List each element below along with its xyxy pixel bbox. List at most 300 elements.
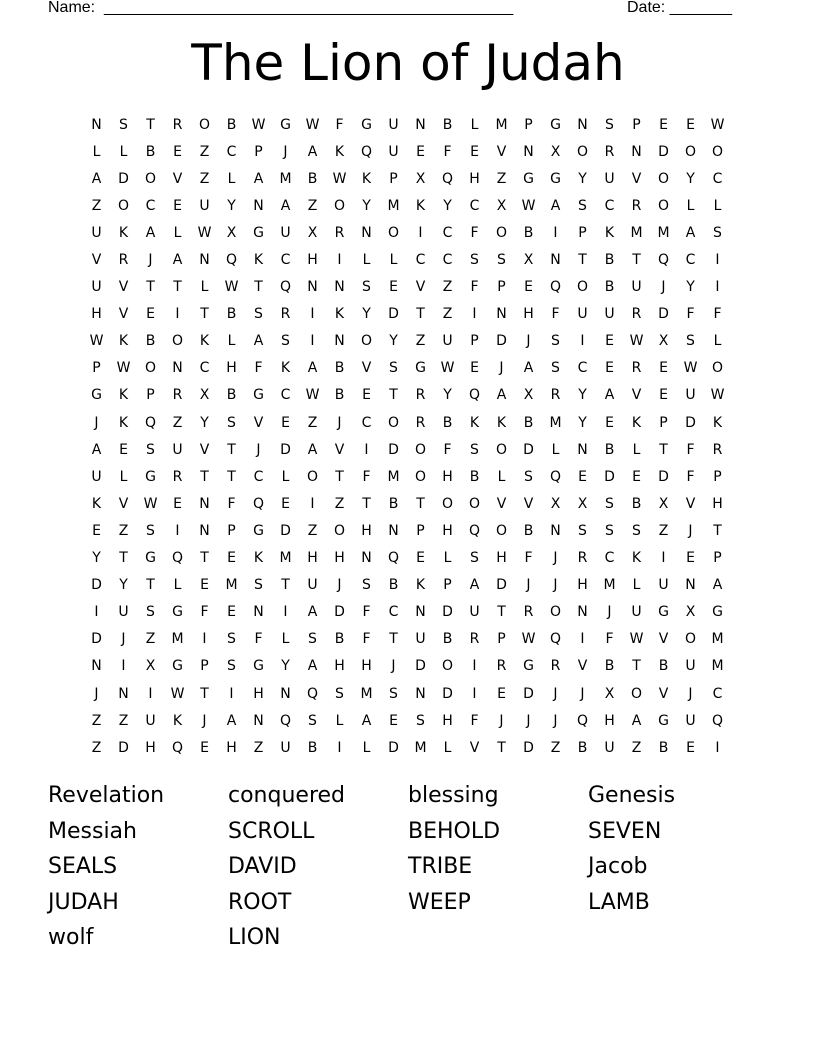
grid-cell: C bbox=[199, 360, 210, 377]
grid-cell: H bbox=[226, 739, 237, 756]
grid-cell: M bbox=[279, 170, 292, 187]
grid-cell: W bbox=[440, 360, 455, 377]
grid-cell: S bbox=[470, 550, 479, 567]
grid-cell: O bbox=[198, 116, 211, 133]
grid-cell: A bbox=[685, 224, 696, 241]
grid-cell: G bbox=[280, 116, 291, 133]
grid-cell: T bbox=[200, 550, 209, 567]
grid-cell: L bbox=[335, 712, 344, 729]
grid-cell: O bbox=[333, 522, 346, 539]
grid-cell: C bbox=[604, 197, 615, 214]
grid-cell: Z bbox=[91, 739, 102, 756]
grid-cell: I bbox=[580, 631, 585, 648]
word-list-item: ROOT bbox=[228, 889, 292, 915]
grid-cell: B bbox=[334, 360, 345, 377]
grid-cell: P bbox=[227, 522, 236, 539]
grid-cell: X bbox=[685, 604, 696, 621]
grid-cell: N bbox=[91, 658, 102, 675]
grid-cell: T bbox=[173, 279, 182, 296]
grid-cell: H bbox=[712, 495, 723, 512]
grid-cell: S bbox=[551, 333, 560, 350]
grid-cell: G bbox=[658, 604, 669, 621]
grid-cell: B bbox=[604, 658, 615, 675]
grid-cell: X bbox=[523, 252, 534, 269]
grid-cell: T bbox=[389, 631, 398, 648]
word-list-item: BEHOLD bbox=[408, 818, 501, 844]
grid-cell: O bbox=[441, 495, 454, 512]
grid-cell: L bbox=[713, 197, 722, 214]
grid-cell: H bbox=[442, 468, 453, 485]
grid-cell: H bbox=[496, 550, 507, 567]
grid-cell: N bbox=[253, 604, 264, 621]
grid-cell: U bbox=[685, 387, 696, 404]
grid-cell: P bbox=[713, 550, 722, 567]
grid-cell: T bbox=[200, 306, 209, 323]
grid-cell: B bbox=[442, 116, 453, 133]
grid-cell: N bbox=[577, 441, 588, 458]
grid-cell: Y bbox=[578, 170, 587, 187]
grid-cell: D bbox=[496, 577, 507, 594]
grid-cell: D bbox=[118, 739, 129, 756]
grid-cell: S bbox=[605, 116, 614, 133]
grid-cell: E bbox=[524, 279, 533, 296]
grid-cell: P bbox=[497, 631, 506, 648]
grid-cell: P bbox=[497, 279, 506, 296]
grid-cell: B bbox=[442, 414, 453, 431]
grid-cell: C bbox=[469, 197, 480, 214]
grid-cell: F bbox=[362, 604, 371, 621]
grid-cell: K bbox=[118, 333, 129, 350]
grid-cell: L bbox=[686, 197, 695, 214]
grid-cell: I bbox=[175, 522, 180, 539]
grid-cell: D bbox=[442, 685, 453, 702]
grid-cell: Z bbox=[91, 197, 102, 214]
grid-cell: Q bbox=[360, 143, 373, 160]
grid-cell: Q bbox=[711, 712, 724, 729]
grid-cell: D bbox=[118, 170, 129, 187]
grid-cell: U bbox=[280, 739, 291, 756]
grid-cell: H bbox=[469, 170, 480, 187]
grid-cell: X bbox=[496, 197, 507, 214]
grid-cell: T bbox=[281, 577, 290, 594]
grid-cell: U bbox=[469, 604, 480, 621]
grid-cell: U bbox=[604, 306, 615, 323]
grid-cell: B bbox=[604, 441, 615, 458]
word-list-item: LAMB bbox=[588, 889, 650, 915]
grid-cell: S bbox=[146, 604, 155, 621]
grid-cell: X bbox=[226, 224, 237, 241]
grid-cell: E bbox=[173, 197, 182, 214]
grid-cell: V bbox=[658, 685, 669, 702]
grid-cell: Z bbox=[442, 279, 453, 296]
grid-cell: V bbox=[91, 252, 102, 269]
grid-cell: R bbox=[334, 224, 345, 241]
grid-cell: O bbox=[414, 441, 427, 458]
grid-cell: P bbox=[389, 170, 398, 187]
grid-cell: V bbox=[496, 143, 507, 160]
grid-cell: G bbox=[523, 170, 534, 187]
grid-cell: V bbox=[577, 658, 588, 675]
grid-cell: I bbox=[94, 604, 99, 621]
grid-cell: B bbox=[145, 333, 156, 350]
grid-cell: A bbox=[523, 360, 534, 377]
grid-cell: Z bbox=[415, 333, 426, 350]
grid-cell: O bbox=[333, 197, 346, 214]
grid-cell: U bbox=[388, 143, 399, 160]
grid-cell: H bbox=[91, 306, 102, 323]
grid-cell: L bbox=[632, 441, 641, 458]
grid-cell: M bbox=[630, 224, 643, 241]
grid-cell: M bbox=[279, 550, 292, 567]
grid-cell: F bbox=[551, 306, 560, 323]
grid-cell: R bbox=[550, 658, 561, 675]
grid-cell: G bbox=[712, 604, 723, 621]
word-list-item: LION bbox=[228, 925, 281, 950]
grid-cell: E bbox=[146, 306, 155, 323]
grid-cell: B bbox=[334, 387, 345, 404]
grid-cell: L bbox=[389, 252, 398, 269]
grid-cell: P bbox=[443, 577, 452, 594]
grid-cell: K bbox=[253, 252, 264, 269]
grid-cell: Y bbox=[227, 197, 236, 214]
grid-cell: E bbox=[362, 387, 371, 404]
grid-cell: E bbox=[659, 116, 668, 133]
grid-cell: K bbox=[199, 333, 210, 350]
grid-cell: B bbox=[523, 224, 534, 241]
grid-cell: S bbox=[308, 631, 317, 648]
grid-cell: R bbox=[469, 631, 480, 648]
grid-cell: Q bbox=[468, 522, 481, 539]
grid-cell: T bbox=[416, 306, 425, 323]
grid-cell: Y bbox=[578, 414, 587, 431]
grid-cell: L bbox=[173, 577, 182, 594]
grid-cell: X bbox=[658, 495, 669, 512]
grid-cell: L bbox=[119, 468, 128, 485]
grid-cell: O bbox=[495, 224, 508, 241]
grid-cell: L bbox=[551, 441, 560, 458]
grid-cell: B bbox=[658, 739, 669, 756]
grid-cell: D bbox=[523, 739, 534, 756]
grid-cell: W bbox=[251, 116, 266, 133]
grid-cell: R bbox=[118, 252, 129, 269]
grid-cell: E bbox=[686, 739, 695, 756]
grid-cell: G bbox=[172, 604, 183, 621]
grid-cell: X bbox=[523, 387, 534, 404]
grid-cell: F bbox=[713, 306, 722, 323]
grid-cell: G bbox=[91, 387, 102, 404]
grid-cell: C bbox=[685, 252, 696, 269]
grid-cell: K bbox=[496, 414, 507, 431]
grid-cell: Z bbox=[118, 712, 129, 729]
grid-cell: K bbox=[469, 414, 480, 431]
grid-cell: N bbox=[361, 550, 372, 567]
grid-cell: N bbox=[496, 306, 507, 323]
grid-cell: J bbox=[688, 522, 693, 539]
grid-cell: Y bbox=[281, 658, 290, 675]
grid-cell: K bbox=[334, 143, 345, 160]
grid-cell: U bbox=[577, 306, 588, 323]
grid-cell: Q bbox=[468, 387, 481, 404]
grid-cell: O bbox=[684, 631, 697, 648]
grid-cell: J bbox=[337, 414, 342, 431]
grid-cell: I bbox=[364, 441, 369, 458]
grid-cell: V bbox=[523, 495, 534, 512]
grid-cell: Y bbox=[578, 387, 587, 404]
grid-cell: J bbox=[661, 279, 666, 296]
grid-cell: W bbox=[710, 116, 725, 133]
grid-cell: I bbox=[202, 631, 207, 648]
grid-cell: K bbox=[118, 224, 129, 241]
grid-cell: B bbox=[334, 631, 345, 648]
grid-cell: T bbox=[362, 495, 371, 512]
grid-cell: L bbox=[173, 224, 182, 241]
grid-cell: H bbox=[361, 658, 372, 675]
grid-cell: W bbox=[629, 333, 644, 350]
grid-cell: S bbox=[308, 712, 317, 729]
grid-cell: R bbox=[631, 306, 642, 323]
grid-cell: Y bbox=[200, 414, 209, 431]
grid-cell: Q bbox=[306, 685, 319, 702]
grid-cell: B bbox=[442, 631, 453, 648]
grid-cell: J bbox=[337, 577, 342, 594]
grid-cell: R bbox=[604, 143, 615, 160]
name-blank-line: ______________________________________________ bbox=[104, 0, 514, 16]
grid-cell: H bbox=[307, 252, 318, 269]
grid-cell: N bbox=[199, 495, 210, 512]
grid-cell: E bbox=[200, 577, 209, 594]
grid-cell: P bbox=[146, 387, 155, 404]
grid-cell: P bbox=[578, 224, 587, 241]
grid-cell: D bbox=[280, 522, 291, 539]
grid-cell: H bbox=[307, 550, 318, 567]
grid-cell: I bbox=[121, 658, 126, 675]
grid-cell: K bbox=[334, 306, 345, 323]
grid-cell: B bbox=[631, 495, 642, 512]
grid-cell: M bbox=[549, 414, 562, 431]
grid-cell: A bbox=[145, 224, 156, 241]
grid-cell: F bbox=[605, 631, 614, 648]
grid-cell: Q bbox=[549, 631, 562, 648]
grid-cell: J bbox=[148, 252, 153, 269]
grid-cell: I bbox=[715, 252, 720, 269]
grid-cell: T bbox=[335, 468, 344, 485]
grid-cell: T bbox=[200, 685, 209, 702]
grid-cell: C bbox=[712, 170, 723, 187]
word-list-item: Messiah bbox=[48, 818, 137, 844]
grid-cell: S bbox=[335, 685, 344, 702]
grid-cell: T bbox=[146, 279, 155, 296]
grid-cell: L bbox=[443, 739, 452, 756]
grid-cell: V bbox=[334, 441, 345, 458]
grid-cell: P bbox=[92, 360, 101, 377]
grid-cell: N bbox=[388, 522, 399, 539]
header-line bbox=[48, 0, 740, 18]
grid-cell: J bbox=[580, 685, 585, 702]
grid-cell: N bbox=[118, 685, 129, 702]
grid-cell: R bbox=[631, 360, 642, 377]
grid-cell: U bbox=[172, 441, 183, 458]
grid-cell: R bbox=[172, 116, 183, 133]
grid-cell: B bbox=[307, 170, 318, 187]
grid-cell: N bbox=[199, 522, 210, 539]
grid-cell: G bbox=[658, 712, 669, 729]
grid-cell: U bbox=[442, 333, 453, 350]
grid-cell: Z bbox=[550, 739, 561, 756]
grid-cell: V bbox=[685, 495, 696, 512]
grid-cell: X bbox=[415, 170, 426, 187]
grid-cell: H bbox=[577, 577, 588, 594]
grid-cell: U bbox=[604, 170, 615, 187]
grid-cell: B bbox=[658, 658, 669, 675]
grid-cell: O bbox=[414, 468, 427, 485]
grid-cell: F bbox=[686, 441, 695, 458]
grid-cell: F bbox=[227, 495, 236, 512]
grid-cell: S bbox=[632, 522, 641, 539]
grid-cell: K bbox=[415, 577, 426, 594]
grid-cell: P bbox=[632, 116, 641, 133]
grid-cell: F bbox=[686, 468, 695, 485]
grid-cell: K bbox=[253, 550, 264, 567]
grid-cell: F bbox=[254, 631, 263, 648]
grid-cell: A bbox=[253, 333, 264, 350]
grid-cell: N bbox=[685, 577, 696, 594]
grid-cell: Q bbox=[387, 550, 400, 567]
grid-cell: V bbox=[415, 279, 426, 296]
grid-cell: J bbox=[499, 360, 504, 377]
grid-cell: T bbox=[632, 658, 641, 675]
grid-cell: B bbox=[577, 739, 588, 756]
grid-cell: A bbox=[307, 658, 318, 675]
grid-cell: E bbox=[605, 414, 614, 431]
grid-cell: Z bbox=[145, 631, 156, 648]
grid-cell: V bbox=[496, 495, 507, 512]
grid-cell: C bbox=[442, 252, 453, 269]
grid-cell: F bbox=[470, 224, 479, 241]
grid-cell: Z bbox=[442, 306, 453, 323]
grid-cell: C bbox=[442, 224, 453, 241]
grid-cell: V bbox=[469, 739, 480, 756]
grid-cell: W bbox=[521, 197, 536, 214]
grid-cell: B bbox=[388, 495, 399, 512]
grid-cell: K bbox=[604, 224, 615, 241]
grid-cell: U bbox=[415, 631, 426, 648]
grid-cell: W bbox=[143, 495, 158, 512]
grid-cell: C bbox=[253, 468, 264, 485]
grid-cell: N bbox=[280, 685, 291, 702]
grid-cell: D bbox=[415, 658, 426, 675]
grid-cell: F bbox=[443, 441, 452, 458]
grid-cell: Z bbox=[631, 739, 642, 756]
grid-cell: T bbox=[497, 739, 506, 756]
grid-cell: J bbox=[94, 685, 99, 702]
grid-cell: O bbox=[468, 495, 481, 512]
grid-cell: D bbox=[496, 333, 507, 350]
grid-cell: S bbox=[524, 468, 533, 485]
grid-cell: B bbox=[226, 387, 237, 404]
grid-cell: X bbox=[604, 685, 615, 702]
grid-cell: K bbox=[172, 712, 183, 729]
grid-cell: N bbox=[550, 252, 561, 269]
grid-cell: E bbox=[389, 712, 398, 729]
grid-cell: U bbox=[307, 577, 318, 594]
grid-cell: W bbox=[116, 360, 131, 377]
grid-cell: O bbox=[387, 414, 400, 431]
grid-cell: K bbox=[415, 197, 426, 214]
grid-cell: M bbox=[225, 577, 238, 594]
grid-cell: W bbox=[683, 360, 698, 377]
grid-cell: P bbox=[524, 116, 533, 133]
grid-cell: B bbox=[604, 279, 615, 296]
grid-cell: P bbox=[416, 522, 425, 539]
grid-cell: S bbox=[551, 360, 560, 377]
grid-cell: J bbox=[526, 712, 531, 729]
grid-cell: O bbox=[711, 360, 724, 377]
grid-cell: K bbox=[631, 414, 642, 431]
grid-cell: E bbox=[605, 360, 614, 377]
grid-cell: K bbox=[712, 414, 723, 431]
grid-cell: G bbox=[145, 468, 156, 485]
grid-cell: I bbox=[337, 739, 342, 756]
grid-cell: O bbox=[495, 522, 508, 539]
grid-cell: Q bbox=[549, 279, 562, 296]
grid-cell: E bbox=[659, 360, 668, 377]
grid-cell: Y bbox=[443, 197, 452, 214]
grid-cell: L bbox=[200, 279, 209, 296]
grid-cell: O bbox=[576, 279, 589, 296]
grid-cell: D bbox=[658, 468, 669, 485]
grid-cell: Q bbox=[441, 170, 454, 187]
word-list-item: SEALS bbox=[48, 854, 118, 879]
grid-cell: H bbox=[226, 360, 237, 377]
grid-cell: E bbox=[470, 143, 479, 160]
grid-cell: N bbox=[523, 143, 534, 160]
grid-cell: T bbox=[632, 252, 641, 269]
grid-cell: Q bbox=[225, 252, 238, 269]
word-list-item: JUDAH bbox=[48, 889, 119, 915]
grid-cell: Y bbox=[686, 279, 695, 296]
grid-cell: Y bbox=[443, 387, 452, 404]
grid-cell: T bbox=[227, 441, 236, 458]
grid-cell: E bbox=[119, 441, 128, 458]
grid-cell: S bbox=[605, 522, 614, 539]
grid-cell: A bbox=[253, 170, 264, 187]
grid-cell: T bbox=[389, 387, 398, 404]
grid-cell: E bbox=[416, 143, 425, 160]
grid-cell: W bbox=[224, 279, 239, 296]
grid-cell: C bbox=[145, 197, 156, 214]
grid-cell: S bbox=[497, 252, 506, 269]
grid-cell: L bbox=[227, 333, 236, 350]
grid-cell: I bbox=[715, 279, 720, 296]
grid-cell: S bbox=[227, 658, 236, 675]
word-list-item: conquered bbox=[228, 783, 346, 808]
grid-cell: T bbox=[713, 522, 722, 539]
grid-cell: S bbox=[713, 224, 722, 241]
grid-cell: B bbox=[523, 522, 534, 539]
grid-cell: E bbox=[605, 333, 614, 350]
grid-cell: G bbox=[523, 658, 534, 675]
grid-cell: E bbox=[281, 414, 290, 431]
grid-cell: B bbox=[226, 306, 237, 323]
grid-cell: A bbox=[469, 577, 480, 594]
grid-cell: R bbox=[631, 197, 642, 214]
grid-cell: C bbox=[604, 550, 615, 567]
grid-cell: O bbox=[657, 197, 670, 214]
grid-cell: Z bbox=[496, 170, 507, 187]
grid-cell: D bbox=[523, 685, 534, 702]
grid-cell: L bbox=[632, 577, 641, 594]
grid-cell: Z bbox=[253, 739, 264, 756]
